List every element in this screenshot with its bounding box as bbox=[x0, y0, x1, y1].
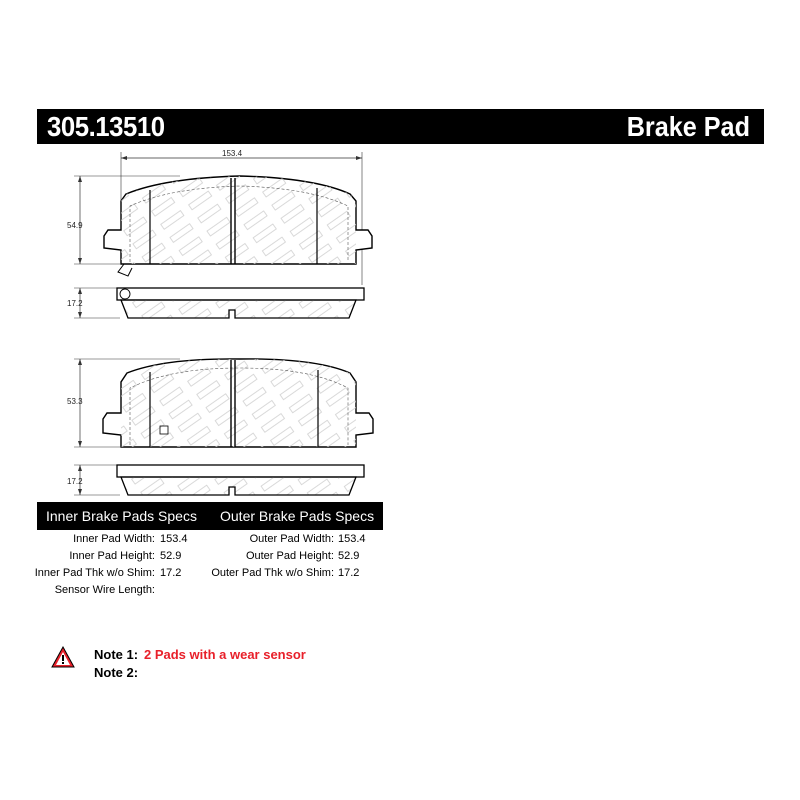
note1-text: 2 Pads with a wear sensor bbox=[144, 647, 306, 662]
inner-width-dim: 153.4 bbox=[222, 149, 243, 158]
spec-label: Inner Pad Width: bbox=[73, 533, 155, 545]
spec-label: Inner Pad Height: bbox=[69, 550, 155, 562]
part-number: 305.13510 bbox=[47, 111, 165, 142]
inner-pad-side-view bbox=[67, 288, 364, 318]
outer-thickness-dim: 17.2 bbox=[67, 477, 83, 486]
note2-label: Note 2: bbox=[94, 665, 139, 680]
inner-thickness-dim: 17.2 bbox=[67, 299, 83, 308]
outer-height-dim: 53.3 bbox=[67, 397, 83, 406]
outer-pad-front-view bbox=[67, 350, 373, 450]
inner-specs-heading: Inner Brake Pads Specs bbox=[46, 508, 197, 524]
outer-pad-side-view bbox=[67, 465, 364, 495]
product-type: Brake Pad bbox=[626, 111, 750, 142]
outer-specs-heading: Outer Brake Pads Specs bbox=[220, 508, 375, 524]
warning-triangle-icon bbox=[51, 646, 75, 668]
specs-header-bar bbox=[37, 502, 383, 530]
spec-label: Outer Pad Width: bbox=[249, 533, 334, 545]
spec-label: Outer Pad Thk w/o Shim: bbox=[211, 567, 334, 579]
spec-label: Inner Pad Thk w/o Shim: bbox=[34, 567, 155, 579]
inner-pad-front-view bbox=[67, 149, 372, 285]
spec-label: Sensor Wire Length: bbox=[54, 584, 155, 596]
note1-label: Note 1: bbox=[94, 647, 139, 662]
inner-height-dim: 54.9 bbox=[67, 221, 83, 230]
spec-label: Outer Pad Height: bbox=[245, 550, 334, 562]
